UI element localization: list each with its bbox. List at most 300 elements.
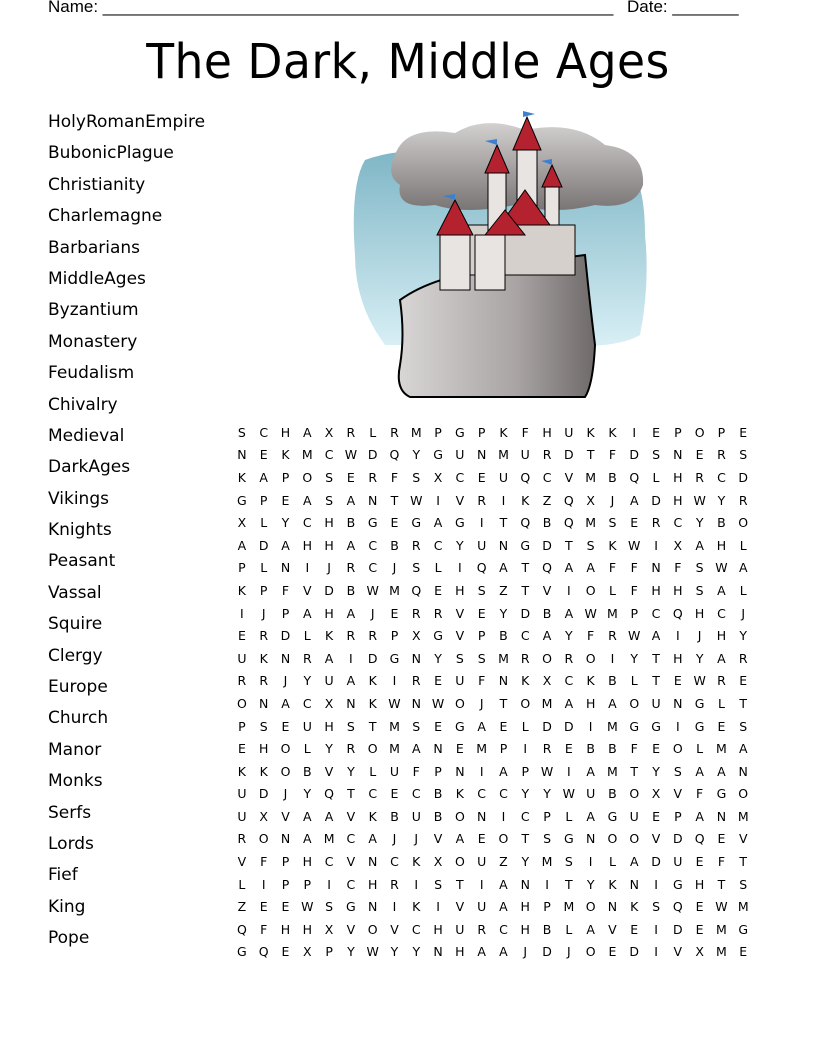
grid-cell: G (694, 695, 705, 711)
grid-cell: L (630, 673, 638, 689)
grid-cell: I (414, 876, 419, 892)
grid-cell: V (673, 786, 683, 802)
grid-cell: T (347, 786, 355, 802)
word-list-item: Squire (48, 614, 103, 635)
grid-cell: H (716, 537, 727, 553)
grid-cell: I (588, 854, 593, 870)
grid-cell: K (521, 673, 530, 689)
grid-cell: G (520, 537, 531, 553)
grid-cell: C (324, 854, 334, 870)
grid-cell: R (411, 537, 421, 553)
grid-cell: S (325, 899, 334, 915)
grid-cell: E (717, 831, 726, 847)
grid-cell: N (280, 650, 291, 666)
grid-cell: H (324, 515, 334, 531)
grid-cell: H (280, 921, 291, 937)
grid-cell: O (629, 831, 640, 847)
grid-row (231, 466, 754, 489)
grid-cell: U (477, 854, 487, 870)
grid-cell: A (499, 944, 508, 960)
grid-cell: N (368, 854, 378, 870)
grid-cell: P (238, 560, 246, 576)
grid-cell: V (433, 831, 443, 847)
grid-row (231, 647, 754, 670)
grid-cell: K (368, 695, 377, 711)
date-field-label: Date: _______ (627, 0, 739, 16)
grid-cell: G (672, 876, 683, 892)
word-list-item: Serfs (48, 802, 92, 823)
grid-cell: B (586, 741, 595, 757)
grid-cell: L (238, 876, 246, 892)
grid-cell: L (565, 921, 573, 937)
grid-cell: B (390, 808, 399, 824)
grid-cell: Y (521, 854, 530, 870)
grid-cell: H (694, 605, 705, 621)
grid-cell: X (542, 673, 552, 689)
grid-cell: G (629, 718, 640, 734)
grid-cell: P (281, 854, 290, 870)
grid-cell: O (585, 650, 596, 666)
grid-cell: T (717, 876, 726, 892)
word-list-item: Monastery (48, 331, 138, 352)
grid-cell: C (390, 854, 399, 870)
grid-cell: U (477, 899, 487, 915)
word-list-item: BubonicPlague (48, 143, 174, 164)
grid-cell: U (586, 786, 596, 802)
grid-cell: P (521, 763, 530, 779)
grid-cell: R (738, 492, 748, 508)
grid-cell: I (436, 899, 440, 915)
grid-cell: S (325, 469, 334, 485)
grid-cell: W (693, 673, 706, 689)
grid-cell: D (651, 492, 661, 508)
grid-cell: Z (499, 854, 508, 870)
grid-cell: X (695, 944, 704, 960)
grid-cell: J (283, 786, 288, 802)
grid-cell: K (608, 537, 617, 553)
grid-cell: C (346, 831, 356, 847)
grid-cell: A (738, 741, 748, 757)
grid-cell: H (520, 899, 530, 915)
grid-cell: H (651, 582, 661, 598)
grid-cell: A (303, 605, 312, 621)
grid-cell: F (412, 763, 420, 779)
grid-cell: L (521, 718, 529, 734)
grid-cell: N (346, 695, 356, 711)
grid-cell: E (499, 718, 508, 734)
word-list-item: Byzantium (48, 300, 139, 321)
grid-cell: Q (563, 515, 574, 531)
word-list-item: DarkAges (48, 457, 131, 478)
grid-cell: R (346, 424, 356, 440)
grid-cell: I (392, 899, 397, 915)
grid-cell: O (280, 741, 291, 757)
grid-cell: Z (542, 492, 552, 508)
grid-cell: U (302, 718, 312, 734)
grid-cell: K (237, 582, 246, 598)
grid-cell: P (434, 424, 442, 440)
grid-cell: A (586, 763, 595, 779)
grid-cell: R (542, 741, 552, 757)
grid-cell: Q (542, 560, 552, 576)
grid-cell: R (608, 628, 617, 644)
grid-cell: K (608, 876, 617, 892)
grid-cell: R (695, 469, 704, 485)
grid-cell: C (499, 786, 508, 802)
grid-cell: A (281, 695, 290, 711)
grid-cell: I (523, 741, 528, 757)
grid-cell: N (433, 944, 443, 960)
grid-cell: A (346, 673, 356, 689)
grid-cell: M (541, 854, 553, 870)
grid-cell: F (717, 854, 726, 870)
grid-cell: P (303, 876, 312, 892)
grid-row (231, 941, 754, 964)
grid-cell: R (738, 650, 748, 666)
grid-cell: J (392, 831, 397, 847)
grid-cell: L (565, 808, 573, 824)
grid-cell: G (237, 492, 247, 508)
grid-cell: G (455, 424, 465, 440)
word-list-item: Manor (48, 739, 102, 760)
grid-cell: S (652, 447, 660, 463)
grid-cell: M (389, 741, 400, 757)
grid-cell: R (520, 650, 530, 666)
grid-cell: A (629, 492, 639, 508)
grid-cell: Q (520, 469, 531, 485)
grid-cell: U (455, 921, 465, 937)
grid-cell: O (280, 763, 291, 779)
grid-cell: A (499, 876, 508, 892)
grid-cell: A (586, 808, 595, 824)
grid-cell: F (390, 469, 399, 485)
grid-cell: H (673, 582, 683, 598)
grid-row (231, 850, 754, 873)
grid-row (231, 895, 754, 918)
grid-cell: K (368, 673, 377, 689)
grid-cell: E (695, 447, 704, 463)
grid-cell: P (434, 763, 442, 779)
grid-cell: F (260, 921, 268, 937)
grid-cell: R (542, 447, 552, 463)
grid-cell: D (673, 921, 683, 937)
grid-row (231, 873, 754, 896)
word-list-item: Knights (48, 520, 112, 541)
grid-cell: W (301, 899, 314, 915)
grid-cell: M (716, 921, 727, 937)
grid-cell: Y (499, 605, 508, 621)
grid-cell: D (651, 854, 661, 870)
grid-cell: S (237, 424, 246, 440)
grid-cell: M (410, 424, 422, 440)
word-list-item: Chivalry (48, 394, 118, 415)
grid-cell: K (499, 424, 508, 440)
grid-cell: Q (236, 921, 247, 937)
grid-cell: I (479, 763, 484, 779)
grid-cell: O (738, 786, 749, 802)
grid-cell: N (651, 560, 661, 576)
grid-cell: Y (543, 786, 551, 802)
grid-row (231, 760, 754, 783)
grid-cell: B (717, 515, 726, 531)
grid-cell: W (562, 786, 576, 802)
grid-cell: D (564, 447, 574, 463)
grid-cell: C (259, 424, 269, 440)
grid-cell: N (411, 650, 421, 666)
grid-cell: B (608, 469, 617, 485)
grid-cell: I (479, 876, 484, 892)
grid-cell: F (674, 560, 682, 576)
grid-cell: N (629, 876, 639, 892)
grid-cell: L (434, 560, 442, 576)
grid-cell: C (520, 628, 530, 644)
grid-cell: I (349, 650, 353, 666)
grid-cell: P (281, 605, 290, 621)
grid-cell: S (412, 718, 421, 734)
grid-cell: A (303, 808, 312, 824)
grid-cell: X (433, 854, 443, 870)
grid-cell: U (237, 808, 247, 824)
grid-cell: Q (389, 447, 400, 463)
grid-cell: U (389, 763, 400, 779)
grid-cell: A (237, 537, 247, 553)
grid-cell: X (324, 424, 334, 440)
grid-cell: E (281, 899, 290, 915)
grid-cell: P (543, 899, 551, 915)
grid-cell: L (260, 515, 268, 531)
grid-row (231, 444, 754, 467)
grid-cell: N (476, 447, 487, 463)
grid-cell: M (607, 718, 618, 734)
grid-cell: R (346, 628, 356, 644)
grid-cell: A (303, 424, 312, 440)
grid-cell: N (237, 447, 247, 463)
grid-cell: I (632, 424, 637, 440)
grid-cell: X (411, 628, 421, 644)
grid-cell: C (455, 469, 465, 485)
grid-cell: A (717, 650, 726, 666)
grid-cell: C (433, 537, 443, 553)
grid-cell: T (456, 876, 464, 892)
grid-cell: P (477, 424, 486, 440)
grid-cell: R (390, 876, 399, 892)
grid-cell: Y (695, 515, 704, 531)
grid-cell: W (366, 582, 379, 598)
grid-cell: A (324, 808, 334, 824)
grid-cell: Y (456, 537, 464, 553)
grid-cell: O (738, 515, 749, 531)
grid-cell: E (281, 718, 290, 734)
grid-row (231, 737, 754, 760)
castle-illustration (345, 105, 655, 405)
grid-cell: A (499, 763, 508, 779)
grid-row (231, 783, 754, 806)
grid-cell: V (651, 831, 661, 847)
grid-cell: Y (695, 650, 704, 666)
word-list-item: Pope (48, 928, 90, 949)
grid-cell: G (411, 515, 422, 531)
grid-cell: U (477, 537, 487, 553)
grid-cell: D (258, 537, 269, 553)
grid-cell: L (608, 854, 616, 870)
grid-row (231, 557, 754, 580)
grid-cell: F (608, 560, 617, 576)
grid-cell: I (305, 560, 310, 576)
grid-cell: E (477, 831, 486, 847)
grid-cell: V (738, 831, 748, 847)
grid-cell: I (392, 673, 397, 689)
grid-cell: E (608, 944, 617, 960)
grid-cell: L (608, 582, 616, 598)
word-list (48, 110, 205, 958)
grid-cell: W (715, 899, 728, 915)
grid-cell: G (564, 831, 574, 847)
grid-cell: L (739, 582, 747, 598)
grid-cell: Y (390, 944, 399, 960)
grid-cell: V (390, 921, 399, 937)
grid-cell: C (411, 921, 421, 937)
grid-cell: E (739, 944, 748, 960)
grid-cell: M (323, 831, 335, 847)
grid-cell: H (542, 424, 552, 440)
grid-cell: O (454, 695, 465, 711)
grid-cell: P (630, 605, 639, 621)
grid-cell: A (346, 605, 356, 621)
grid-cell: C (499, 921, 508, 937)
word-list-item: Vassal (48, 582, 102, 603)
grid-cell: C (520, 808, 530, 824)
grid-cell: D (542, 537, 552, 553)
grid-cell: E (739, 673, 748, 689)
grid-cell: K (455, 786, 464, 802)
grid-cell: G (716, 786, 727, 802)
grid-cell: T (565, 876, 573, 892)
grid-cell: E (652, 741, 660, 757)
grid-cell: J (523, 944, 528, 960)
grid-cell: W (344, 447, 358, 463)
grid-cell: E (564, 741, 573, 757)
grid-cell: A (738, 560, 748, 576)
grid-cell: D (324, 582, 334, 598)
grid-cell: A (477, 944, 486, 960)
grid-cell: O (629, 695, 640, 711)
grid-cell: L (739, 537, 747, 553)
grid-cell: I (610, 650, 615, 666)
grid-cell: Y (412, 447, 421, 463)
grid-cell: J (610, 492, 615, 508)
grid-cell: B (390, 537, 399, 553)
grid-cell: K (586, 673, 595, 689)
grid-cell: H (716, 628, 727, 644)
grid-cell: T (739, 695, 748, 711)
grid-cell: S (673, 763, 682, 779)
grid-cell: E (434, 718, 443, 734)
grid-cell: U (455, 447, 465, 463)
grid-cell: W (366, 944, 379, 960)
grid-cell: Q (476, 560, 487, 576)
grid-cell: I (654, 876, 658, 892)
grid-cell: B (608, 673, 617, 689)
grid-cell: M (498, 447, 509, 463)
grid-cell: F (696, 786, 704, 802)
grid-cell: W (410, 492, 423, 508)
grid-cell: T (521, 831, 530, 847)
grid-cell: G (346, 899, 356, 915)
grid-cell: A (346, 537, 356, 553)
grid-row (231, 715, 754, 738)
grid-cell: F (521, 424, 529, 440)
grid-cell: D (564, 718, 574, 734)
grid-cell: H (258, 741, 269, 757)
grid-cell: D (280, 628, 291, 644)
grid-cell: H (302, 854, 312, 870)
grid-cell: A (324, 650, 334, 666)
grid-cell: J (327, 560, 331, 576)
grid-cell: G (237, 944, 247, 960)
grid-cell: E (695, 921, 704, 937)
grid-cell: Y (739, 628, 748, 644)
word-list-item: Peasant (48, 551, 116, 572)
grid-cell: E (434, 673, 443, 689)
grid-cell: R (368, 469, 378, 485)
grid-cell: V (455, 605, 465, 621)
grid-cell: O (694, 424, 705, 440)
grid-cell: A (586, 921, 595, 937)
grid-cell: E (281, 492, 290, 508)
grid-cell: V (346, 808, 356, 824)
grid-cell: O (607, 831, 618, 847)
grid-cell: Q (258, 944, 269, 960)
grid-cell: E (259, 447, 268, 463)
grid-cell: T (499, 695, 508, 711)
grid-cell: D (673, 831, 683, 847)
grid-row (231, 670, 754, 693)
grid-cell: Q (563, 492, 574, 508)
grid-cell: V (455, 899, 465, 915)
grid-cell: J (261, 605, 266, 621)
word-list-item: Barbarians (48, 237, 141, 258)
grid-cell: O (629, 786, 640, 802)
grid-cell: G (651, 718, 661, 734)
grid-cell: R (717, 673, 726, 689)
grid-cell: M (541, 695, 553, 711)
grid-cell: I (654, 921, 658, 937)
grid-cell: O (585, 944, 596, 960)
grid-cell: M (389, 718, 400, 734)
grid-cell: N (498, 537, 509, 553)
grid-cell: S (477, 582, 486, 598)
grid-cell: I (501, 808, 506, 824)
grid-cell: O (302, 469, 313, 485)
grid-cell: O (258, 831, 269, 847)
grid-cell: D (542, 718, 552, 734)
grid-cell: S (412, 560, 421, 576)
word-list-item: Feudalism (48, 363, 135, 384)
grid-cell: M (301, 447, 313, 463)
grid-cell: D (367, 650, 378, 666)
grid-cell: K (237, 763, 246, 779)
grid-cell: I (588, 718, 593, 734)
grid-cell: Y (565, 628, 573, 644)
grid-cell: I (654, 537, 658, 553)
grid-cell: A (608, 695, 617, 711)
grid-cell: S (608, 515, 617, 531)
grid-cell: N (455, 763, 465, 779)
grid-cell: I (675, 718, 680, 734)
grid-cell: Q (324, 786, 334, 802)
grid-cell: A (651, 628, 661, 644)
grid-cell: U (629, 808, 639, 824)
